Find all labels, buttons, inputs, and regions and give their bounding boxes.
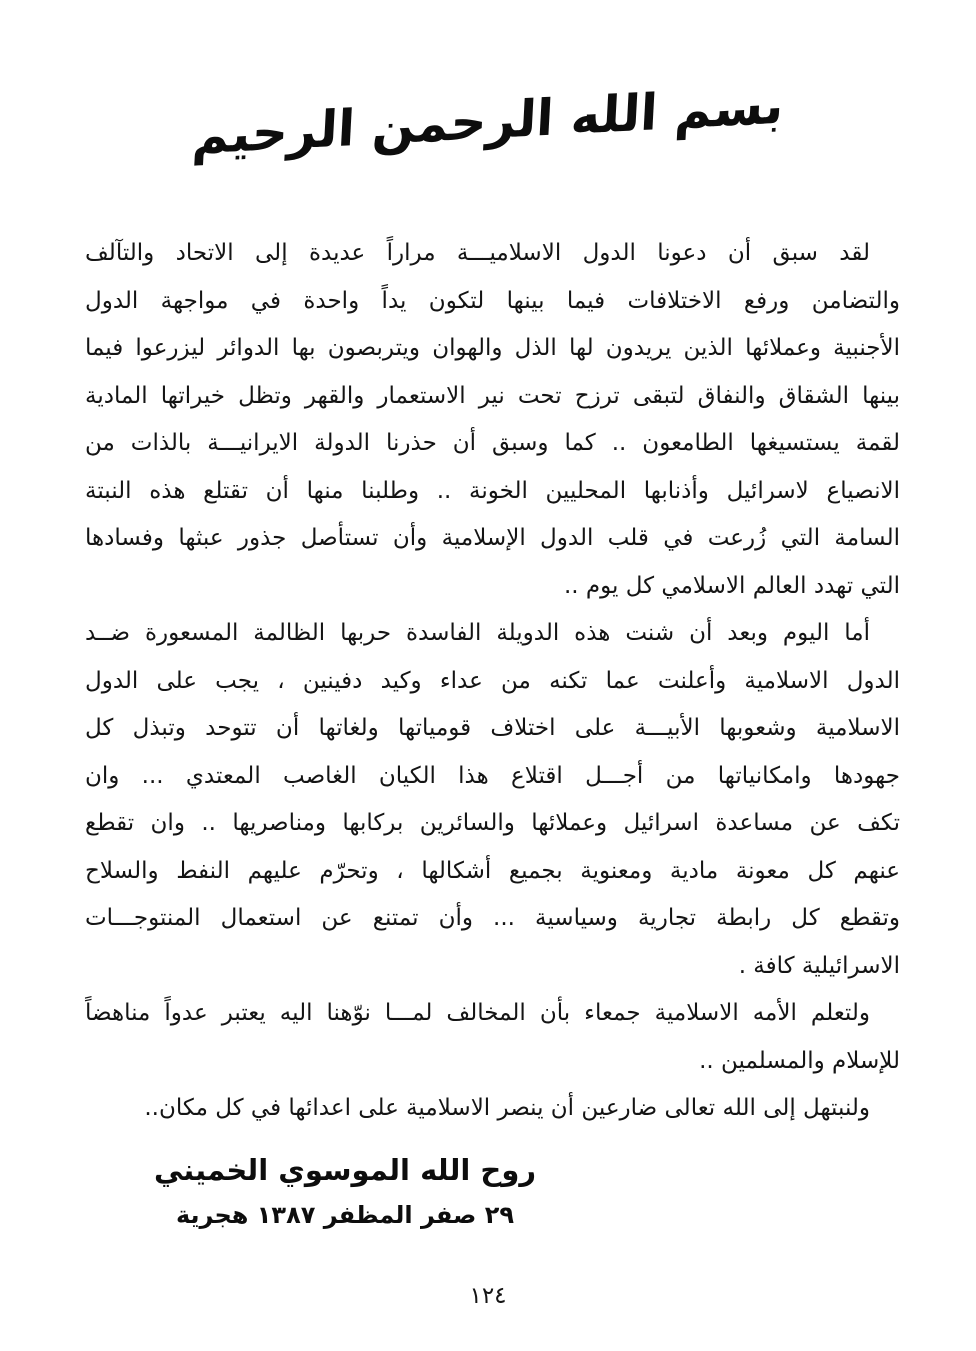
text-line: وتقطع كل رابطة تجارية وسياسية ... وأن تمتنع عن استعمال المنتوجـــات [85,905,900,931]
text-line: جهودها وامكانياتها من أجـــل اقتلاع هذا الكيان الغاصب المعتدي ... وان [85,762,900,789]
text-line: التي تهدد العالم الاسلامي كل يوم .. [563,572,900,599]
page-number: ١٢٤ [469,1283,507,1309]
text-line: والتضامن ورفع الاختلافات فيما بينها لتكون يداً واحدة في مواجهة الدول [85,287,900,314]
body-text [0,230,976,1133]
text-line: تكف عن مساعدة اسرائيل وعملائها والسائرين بركابها ومناصريها .. وان تقطع [85,810,900,836]
bismillah-calligraphy: بسم الله الرحمن الرحيم [190,76,786,166]
signature-name: روح الله الموسوي الخميني [153,1152,537,1187]
text-line: الانصياع لاسرائيل وأذنابها المحليين الخونة .. وطلبنا منها أن تقتلع هذه النبتة [85,477,900,504]
text-line: السامة التي زُرعت في قلب الدول الإسلامية وأن تستأصل جذور عبثها وفسادها [85,525,900,551]
text-line: بينها الشقاق والنفاق لتبقى ترزح تحت نير الاستعمار والقهر وتظل خيراتها المادية [85,382,900,409]
text-line: الاسلامية وشعوبها الأبيـــة على اختلاف قومياتها ولغاتها أن تتوحد وتبذل كل [85,715,900,741]
text-line: للإسلام والمسلمين .. [699,1047,900,1074]
signature-date: ٢٩ صفر المظفر ١٣٨٧ هجرية [175,1200,515,1229]
text-line: عنهم كل معونة مادية ومعنوية بجميع أشكالها ، وتحرّم عليهم النفط والسلاح [85,857,900,884]
text-line: ولتعلم الأمه الاسلامية جمعاء بأن المخالف لمـــا نوّهنا اليه يعتبر عدواً مناهضاً [85,1000,870,1026]
text-line: لقد سبق أن دعونا الدول الاسلاميـــة مراراً عديدة إلى الاتحاد والتآلف [85,240,870,266]
text-line: ولنبتهل إلى الله تعالى ضارعين أن ينصر الاسلامية على اعدائها في كل مكان.. [144,1095,870,1121]
text-line: الاسرائيلية كافة . [738,952,900,979]
text-line: لقمة يستسيغها الطامعون .. كما وسبق أن حذرنا الدولة الايرانيـــة بالذات من [85,430,900,456]
text-line: الأجنبية وعملائها الذين يريدون لها الذل والهوان ويتربصون بها الدوائر ليزرعوا فيما [85,335,900,361]
text-line: الدول الاسلامية وأعلنت عما تكنه من عداء وكيد دفينين ، يجب على الدول [85,667,900,694]
signature-block [150,1147,540,1237]
text-line: أما اليوم وبعد أن شنت هذه الدويلة الفاسدة حربها الظالمة المسعورة ضــد [85,620,870,646]
